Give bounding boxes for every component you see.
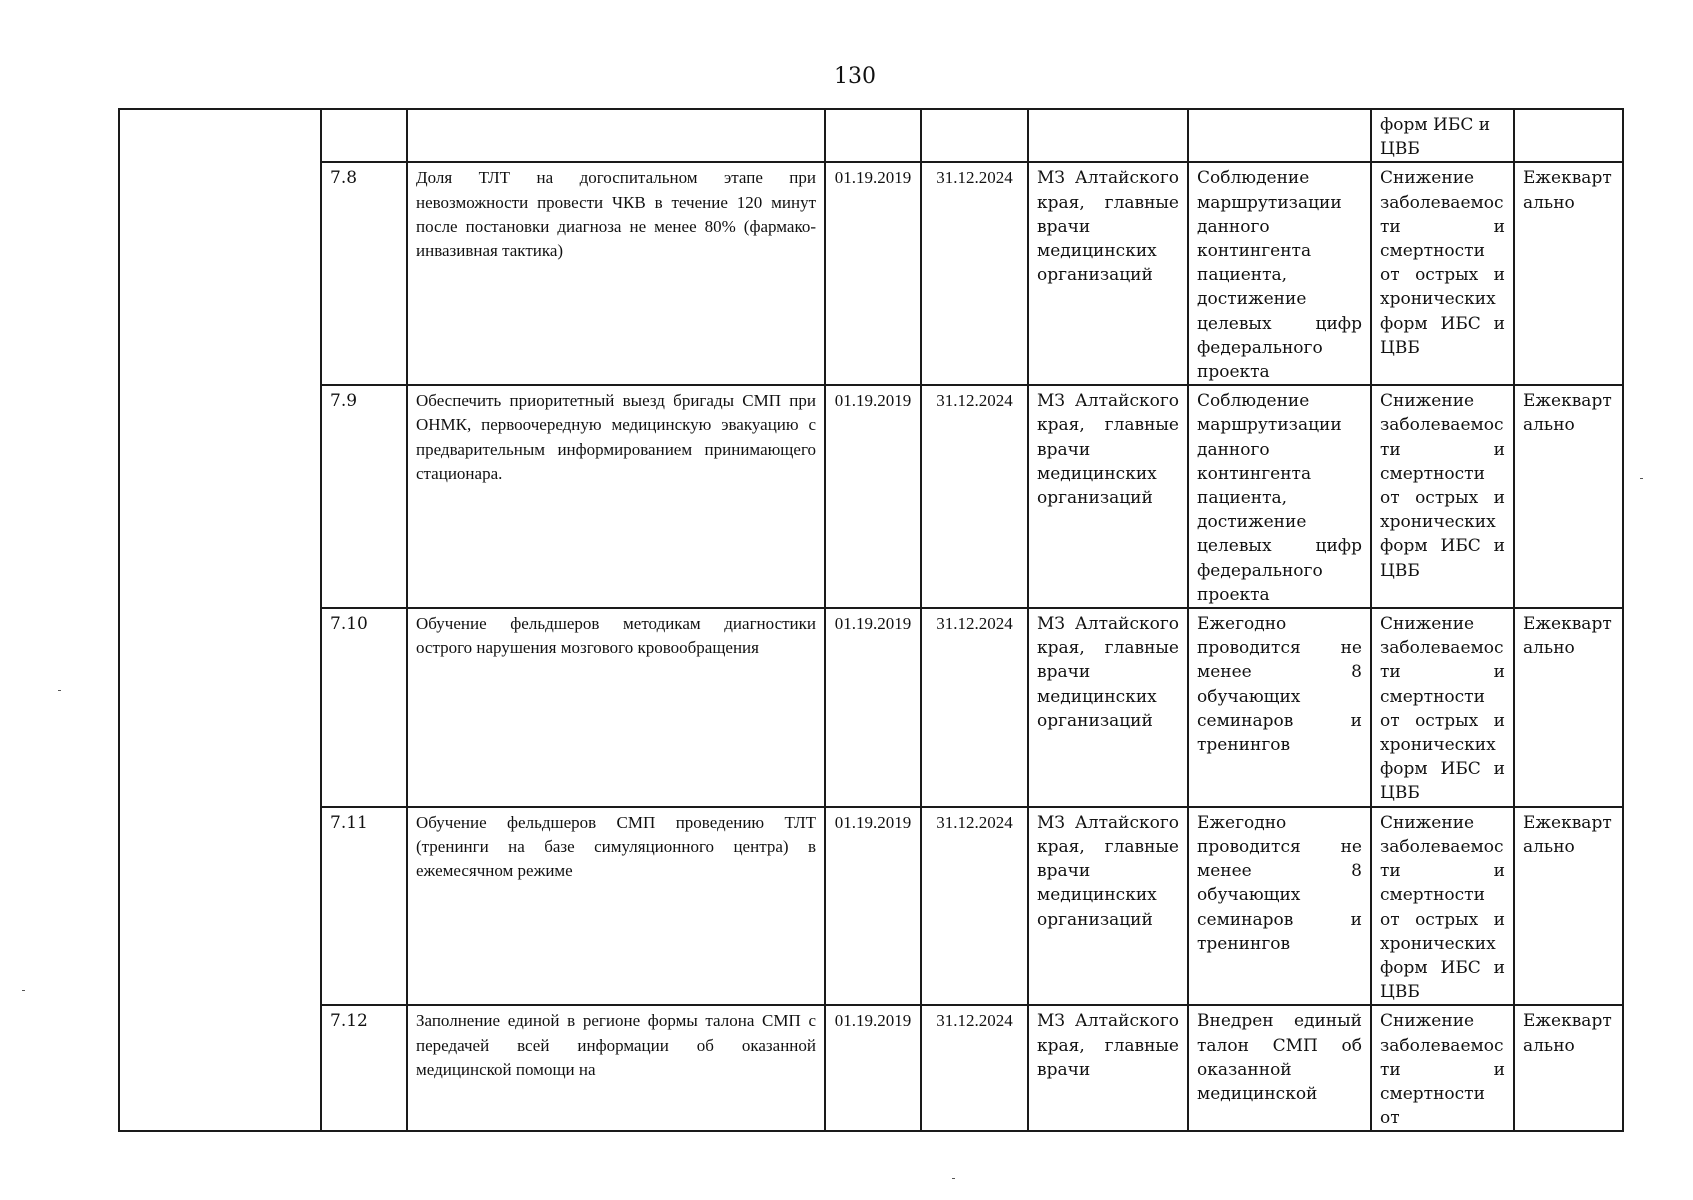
end-date: 31.12.2024 [921, 1005, 1028, 1131]
start-date: 01.19.2019 [825, 162, 921, 385]
end-date-cell [921, 109, 1028, 162]
start-date: 01.19.2019 [825, 385, 921, 608]
row-number: 7.9 [321, 385, 407, 608]
period: Ежекварт ально [1514, 608, 1623, 807]
responsible-cell [1028, 109, 1188, 162]
measure-description: Обеспечить приоритетный выезд бригады СМП при ОНМК, первоочередную медицинскую эвакуацию с предварительным информированием принимающего стационара. [407, 385, 825, 608]
table-row [119, 162, 1623, 385]
criterion: Соблюдение маршрутизации данного контингента пациента, достижение целевых цифр федерального проекта [1188, 162, 1371, 385]
responsible: МЗ Алтайского края, главные врачи [1028, 1005, 1188, 1131]
period-cell [1514, 109, 1623, 162]
criterion: Соблюдение маршрутизации данного контингента пациента, достижение целевых цифр федерального проекта [1188, 385, 1371, 608]
end-date: 31.12.2024 [921, 162, 1028, 385]
criterion: Внедрен единый талон СМП об оказанной медицинской [1188, 1005, 1371, 1131]
result-cell: форм ИБС и ЦВБ [1371, 109, 1514, 162]
row-number: 7.10 [321, 608, 407, 807]
row-number: 7.8 [321, 162, 407, 385]
responsible: МЗ Алтайского края, главные врачи медицинских организаций [1028, 162, 1188, 385]
criterion-cell [1188, 109, 1371, 162]
result: Снижение заболеваемос ти и смертности от острых и хронических форм ИБС и ЦВБ [1371, 162, 1514, 385]
start-date: 01.19.2019 [825, 807, 921, 1006]
table-row [119, 109, 1623, 162]
measure-description: Обучение фельдшеров СМП проведению ТЛТ (тренинги на базе симуляционного центра) в ежемесячном режиме [407, 807, 825, 1006]
row-number: 7.11 [321, 807, 407, 1006]
scan-speck [952, 1178, 955, 1179]
responsible: МЗ Алтайского края, главные врачи медицинских организаций [1028, 385, 1188, 608]
criterion: Ежегодно проводится не менее 8 обучающих семинаров и тренингов [1188, 807, 1371, 1006]
measure-description: Заполнение единой в регионе формы талона СМП с передачей всей информации об оказанной медицинской помощи на [407, 1005, 825, 1131]
scan-speck [22, 990, 25, 991]
result: Снижение заболеваемос ти и смертности от [1371, 1005, 1514, 1131]
start-date-cell [825, 109, 921, 162]
description-cell [407, 109, 825, 162]
end-date: 31.12.2024 [921, 385, 1028, 608]
start-date: 01.19.2019 [825, 1005, 921, 1131]
scan-speck [58, 690, 61, 691]
end-date: 31.12.2024 [921, 608, 1028, 807]
start-date: 01.19.2019 [825, 608, 921, 807]
period: Ежекварт ально [1514, 162, 1623, 385]
result: Снижение заболеваемос ти и смертности от острых и хронических форм ИБС и ЦВБ [1371, 807, 1514, 1006]
scan-speck [1640, 478, 1643, 479]
table-row [119, 807, 1623, 1006]
period: Ежекварт ально [1514, 807, 1623, 1006]
responsible: МЗ Алтайского края, главные врачи медицинских организаций [1028, 807, 1188, 1006]
result: Снижение заболеваемос ти и смертности от острых и хронических форм ИБС и ЦВБ [1371, 608, 1514, 807]
responsible: МЗ Алтайского края, главные врачи медицинских организаций [1028, 608, 1188, 807]
period: Ежекварт ально [1514, 1005, 1623, 1131]
measure-description: Обучение фельдшеров методикам диагностики острого нарушения мозгового кровообращения [407, 608, 825, 807]
left-blank-cell [119, 109, 321, 1131]
plan-table [118, 108, 1624, 1132]
result: Снижение заболеваемос ти и смертности от острых и хронических форм ИБС и ЦВБ [1371, 385, 1514, 608]
row-number-cell [321, 109, 407, 162]
period: Ежекварт ально [1514, 385, 1623, 608]
measure-description: Доля ТЛТ на догоспитальном этапе при невозможности провести ЧКВ в течение 120 минут после постановки диагноза не менее 80% (фармако-инвазивная тактика) [407, 162, 825, 385]
page-number: 130 [834, 64, 876, 89]
criterion: Ежегодно проводится не менее 8 обучающих семинаров и тренингов [1188, 608, 1371, 807]
row-number: 7.12 [321, 1005, 407, 1131]
table-row [119, 1005, 1623, 1131]
table-row [119, 608, 1623, 807]
table-row [119, 385, 1623, 608]
end-date: 31.12.2024 [921, 807, 1028, 1006]
